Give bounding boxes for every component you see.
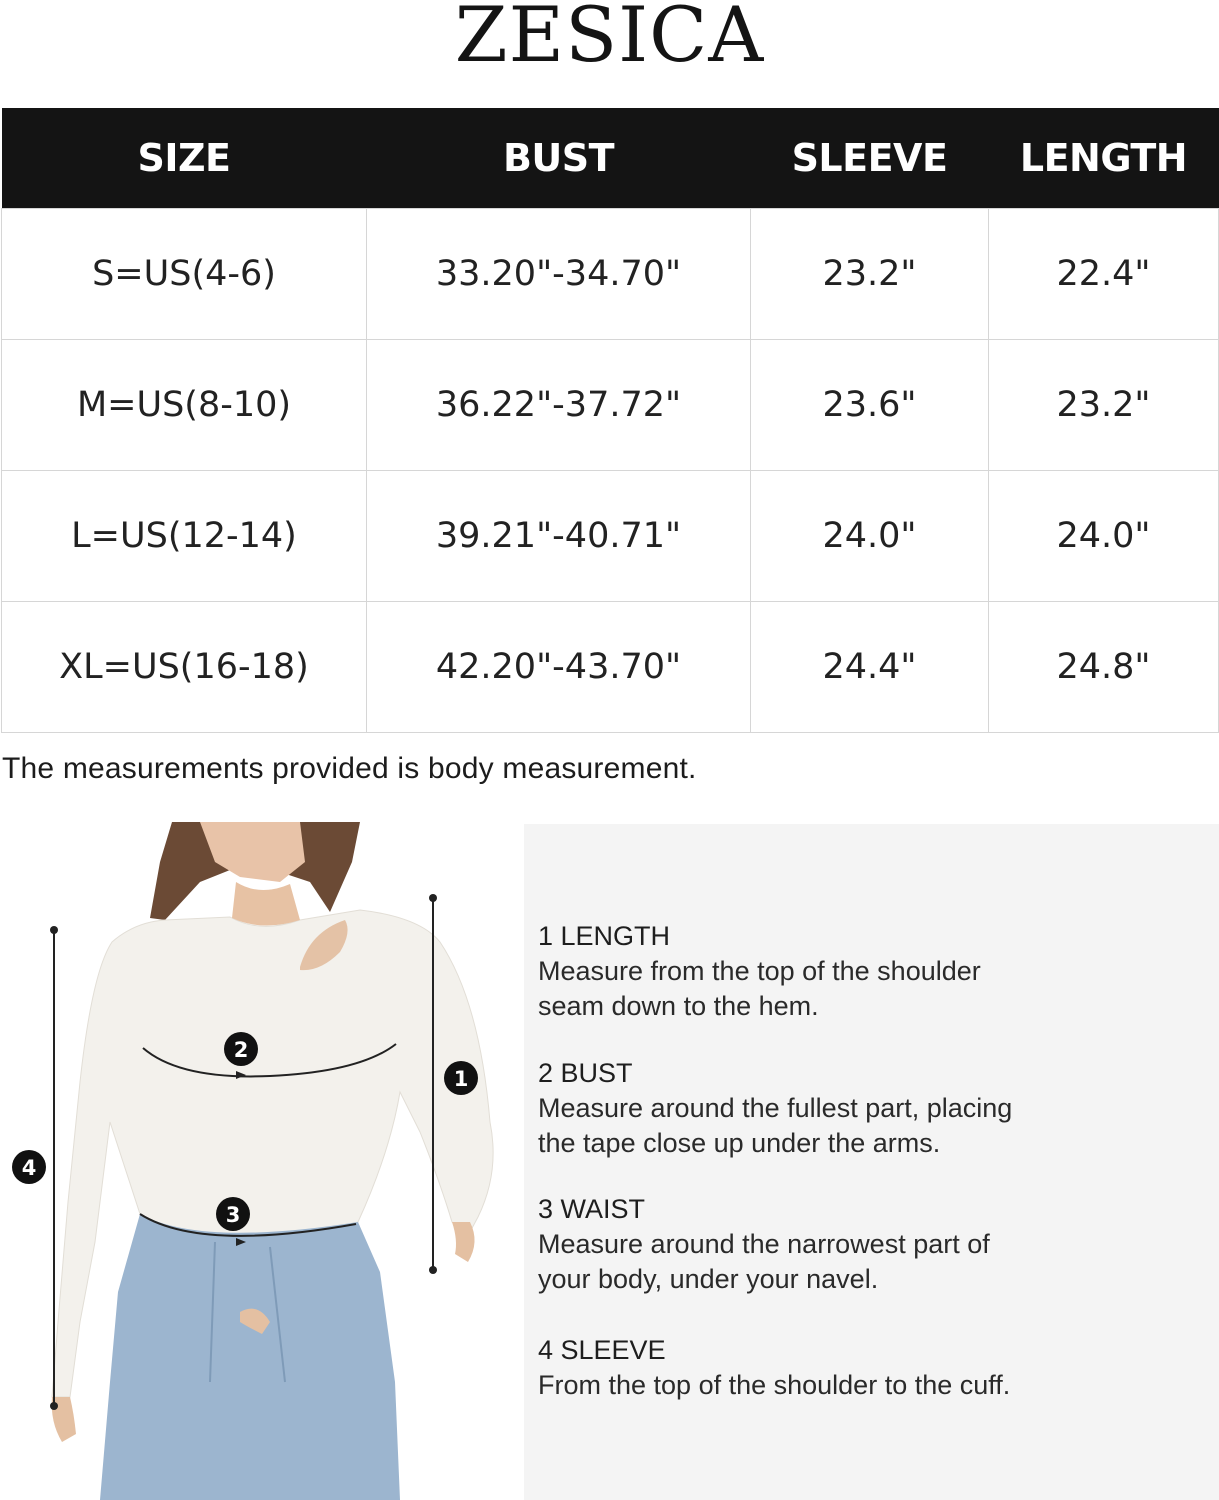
guide-title: 2 BUST (538, 1058, 633, 1088)
table-row (2, 602, 1219, 733)
guide-title: 1 LENGTH (538, 921, 671, 951)
cell-size: S=US(4-6) (2, 209, 367, 340)
marker-1-label: 1 (453, 1067, 469, 1091)
measurement-diagram (0, 822, 510, 1500)
guide-title: 4 SLEEVE (538, 1335, 666, 1365)
cell-length: 24.0" (989, 471, 1219, 602)
guide-item-bust (538, 1055, 1178, 1161)
cell-sleeve: 24.4" (751, 602, 989, 733)
table-row (2, 340, 1219, 471)
guide-item-sleeve (538, 1332, 1178, 1403)
measurement-note: The measurements provided is body measurement. (2, 752, 697, 785)
cell-bust: 36.22"-37.72" (367, 340, 751, 471)
size-chart-table (1, 108, 1219, 733)
marker-2-icon (224, 1032, 258, 1066)
guide-desc-line: seam down to the hem. (538, 991, 819, 1021)
guide-desc-line: Measure around the narrowest part of (538, 1229, 990, 1259)
table-header-row (2, 108, 1219, 209)
marker-3-icon (216, 1197, 250, 1231)
table-row (2, 209, 1219, 340)
marker-1-icon (444, 1061, 478, 1095)
cell-size: L=US(12-14) (2, 471, 367, 602)
cell-size: M=US(8-10) (2, 340, 367, 471)
header-size: SIZE (2, 108, 367, 209)
cell-bust: 42.20"-43.70" (367, 602, 751, 733)
brand-logo: ZESICA (454, 0, 765, 79)
guide-title: 3 WAIST (538, 1194, 646, 1224)
cell-length: 23.2" (989, 340, 1219, 471)
marker-4-icon (12, 1150, 46, 1184)
marker-4-label: 4 (21, 1156, 37, 1180)
cell-sleeve: 24.0" (751, 471, 989, 602)
guide-desc-line: Measure around the fullest part, placing (538, 1093, 1013, 1123)
cell-sleeve: 23.2" (751, 209, 989, 340)
cell-bust: 39.21"-40.71" (367, 471, 751, 602)
guide-desc-line: the tape close up under the arms. (538, 1128, 941, 1158)
guide-item-waist (538, 1191, 1178, 1297)
marker-3-label: 3 (225, 1203, 241, 1227)
header-sleeve: SLEEVE (751, 108, 989, 209)
table-row (2, 471, 1219, 602)
cell-length: 22.4" (989, 209, 1219, 340)
cell-length: 24.8" (989, 602, 1219, 733)
cell-bust: 33.20"-34.70" (367, 209, 751, 340)
guide-desc-line: your body, under your navel. (538, 1264, 879, 1294)
header-length: LENGTH (989, 108, 1219, 209)
cell-size: XL=US(16-18) (2, 602, 367, 733)
marker-2-label: 2 (233, 1038, 249, 1062)
header-bust: BUST (367, 108, 751, 209)
measurement-guide-panel (524, 824, 1219, 1500)
guide-desc-line: Measure from the top of the shoulder (538, 956, 981, 986)
guide-desc-line: From the top of the shoulder to the cuff. (538, 1370, 1011, 1400)
jeans-illustration (100, 1214, 400, 1500)
cell-sleeve: 23.6" (751, 340, 989, 471)
guide-item-length (538, 918, 1178, 1024)
